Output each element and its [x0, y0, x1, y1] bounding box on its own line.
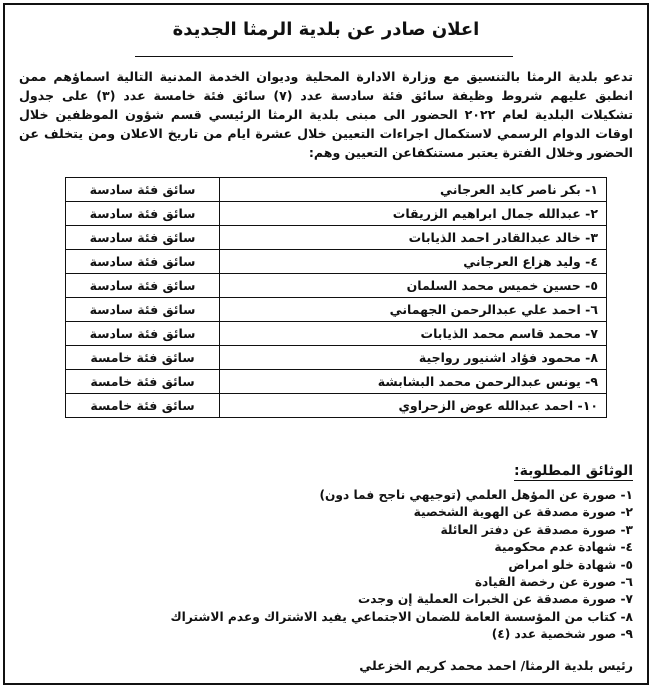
appointee-grade: سائق فئة سادسة	[66, 178, 220, 202]
documents-heading: الوثائق المطلوبة:	[513, 463, 633, 479]
list-item: ٦- صورة عن رخصة القيادة	[474, 575, 633, 590]
table-row	[66, 370, 607, 394]
table-row	[66, 250, 607, 274]
appointee-grade: سائق فئة خامسة	[66, 346, 220, 370]
appointee-grade: سائق فئة سادسة	[66, 274, 220, 298]
appointee-name: ١- بكر ناصر كايد العرجاني	[220, 178, 607, 202]
appointee-name: ١٠- احمد عبدالله عوض الزحراوي	[220, 394, 607, 418]
title-underline	[135, 56, 513, 57]
list-item: ٨- كتاب من المؤسسة العامة للضمان الاجتماعي يفيد الاشتراك وعدم الاشتراك	[170, 609, 633, 624]
appointee-name: ٩- يونس عبدالرحمن محمد البشابشة	[220, 370, 607, 394]
list-item: ٥- شهادة خلو امراض	[508, 557, 633, 572]
list-item: ٤- شهادة عدم محكومية	[494, 540, 633, 555]
table-row	[66, 178, 607, 202]
appointee-name: ٣- خالد عبدالقادر احمد الذيابات	[220, 226, 607, 250]
list-item: ٩- صور شخصية عدد (٤)	[491, 627, 633, 642]
signature-line: رئيس بلدية الرمثا/ احمد محمد كريم الخزعلي	[359, 658, 633, 673]
list-item: ٢- صورة مصدقة عن الهوية الشخصية	[413, 505, 633, 520]
appointee-grade: سائق فئة سادسة	[66, 250, 220, 274]
table-row	[66, 394, 607, 418]
notice-frame	[3, 3, 649, 685]
appointee-grade: سائق فئة سادسة	[66, 226, 220, 250]
table-row	[66, 226, 607, 250]
appointee-name: ٦- احمد علي عبدالرحمن الجهماني	[220, 298, 607, 322]
notice-intro: تدعو بلدية الرمثا بالتنسيق مع وزارة الادارة المحلية وديوان الخدمة المدنية التالية اسماؤهم ممن انطبق عليهم شروط وظيفة سائق فئة سادسة عدد (٧) سائق فئة خامسة عدد (٣) على جدول تشكيلات البلدية لعام ٢٠٢٢ الحضور الى مبنى بلدية الرمثا الرئيسي قسم شؤون الموظفين خلال اوقات الدوام الرسمي لاستكمال اجراءات التعيين خلال عشرة ايام من تاريخ الاعلان ومن يتخلف عن الحضور وخلال الفترة يعتبر مستنكفاعن التعيين وهم:	[19, 69, 633, 160]
notice-title: اعلان صادر عن بلدية الرمثا الجديدة	[172, 19, 480, 40]
list-item: ١- صورة عن المؤهل العلمي (توجيهي ناجح فما دون)	[319, 488, 633, 502]
list-item: ٣- صورة مصدقة عن دفتر العائلة	[440, 522, 633, 537]
appointees-table-body	[66, 178, 607, 418]
appointee-name: ٤- وليد هزاع العرجاني	[220, 250, 607, 274]
documents-list	[19, 487, 633, 644]
appointee-grade: سائق فئة خامسة	[66, 370, 220, 394]
appointee-name: ٢- عبدالله جمال ابراهيم الزريقات	[220, 202, 607, 226]
table-row	[66, 202, 607, 226]
appointee-grade: سائق فئة خامسة	[66, 394, 220, 418]
table-row	[66, 298, 607, 322]
appointee-name: ٨- محمود فؤاد اشنيور رواجية	[220, 346, 607, 370]
list-item: ٧- صورة مصدقة عن الخبرات العملية إن وجدت	[358, 592, 633, 607]
appointee-grade: سائق فئة سادسة	[66, 322, 220, 346]
appointee-name: ٥- حسين خميس محمد السلمان	[220, 274, 607, 298]
table-row	[66, 346, 607, 370]
appointee-grade: سائق فئة سادسة	[66, 202, 220, 226]
table-row	[66, 274, 607, 298]
table-row	[66, 322, 607, 346]
appointees-table	[65, 177, 607, 418]
appointee-grade: سائق فئة سادسة	[66, 298, 220, 322]
appointee-name: ٧- محمد قاسم محمد الذيابات	[220, 322, 607, 346]
